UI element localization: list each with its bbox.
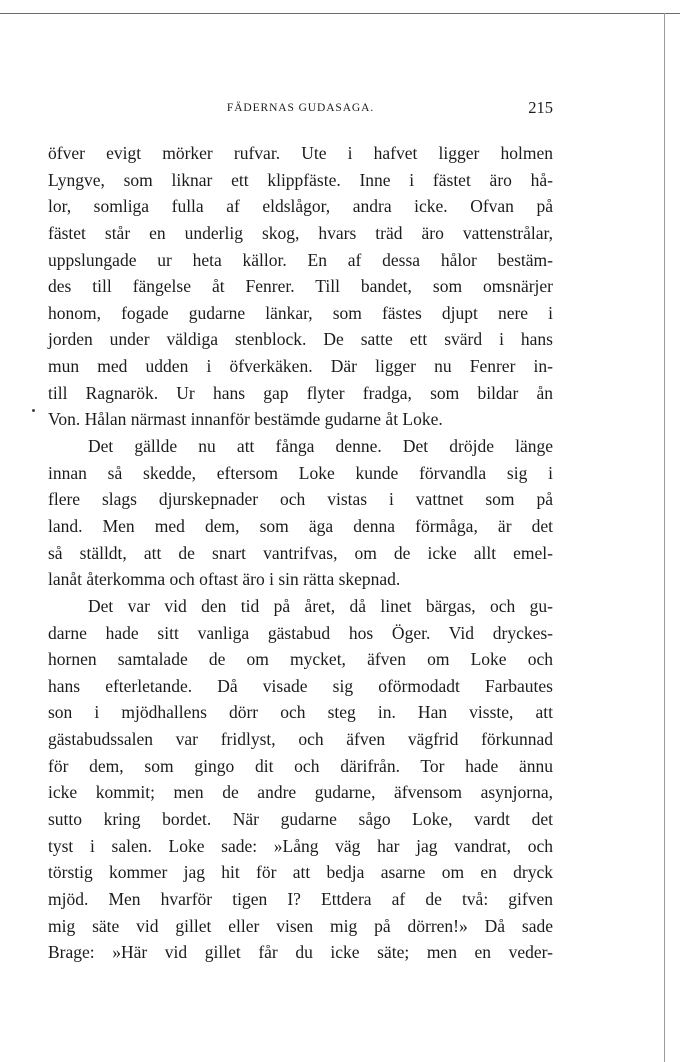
text-line: flere slags djurskepnader och vistas i vattnet som på <box>48 489 553 510</box>
text-line: öfver evigt mörker rufvar. Ute i hafvet ligger holmen <box>48 143 553 163</box>
text-line: för dem, som gingo dit och därifrån. Tor hade ännu <box>48 755 553 776</box>
text-line: så ställdt, att de snart vantrifvas, om de icke allt emel- <box>48 542 553 563</box>
text-line: lanåt återkomma och oftast äro i sin rätta skepnad. <box>48 569 401 590</box>
text-line: Brage: »Här vid gillet får du icke säte; men en veder- <box>48 942 553 963</box>
text-line: darne hade sitt vanliga gästabud hos Öger. Vid dryckes- <box>48 622 553 643</box>
running-title: FÄDERNAS GUDASAGA. <box>226 102 375 114</box>
text-line: mjöd. Men hvarför tigen I? Ettdera af de två: gifven <box>48 888 553 909</box>
text-line: tyst i salen. Loke sade: »Lång väg har jag vandrat, och <box>48 835 553 856</box>
page-right-edge <box>664 13 665 1062</box>
text-line: gästabudssalen var fridlyst, och äfven vägfrid förkunnad <box>48 729 553 750</box>
text-line: innan så skedde, eftersom Loke kunde förvandla sig i <box>48 462 553 483</box>
margin-mark <box>32 409 35 412</box>
text-line: mig säte vid gillet eller visen mig på dörren!» Då sade <box>48 915 553 936</box>
text-line: törstig kommer jag hit för att bedja asarne om en dryck <box>48 862 553 883</box>
text-line: hornen samtalade de om mycket, äfven om Loke och <box>48 649 553 670</box>
text-line: mun med udden i öfverkäken. Där ligger nu Fenrer in- <box>48 356 553 377</box>
text-line: son i mjödhallens dörr och steg in. Han visste, att <box>48 702 553 723</box>
text-line: Lyngve, som liknar ett klippfäste. Inne i fästet äro hå- <box>48 169 553 190</box>
text-line: lor, somliga fulla af eldslågor, andra icke. Ofvan på <box>48 196 553 217</box>
text-line: land. Men med dem, som äga denna förmåga, är det <box>48 515 553 536</box>
text-line: till Ragnarök. Ur hans gap flyter fradga, som bildar ån <box>48 382 553 403</box>
text-line: jorden under väldiga stenblock. De satte ett svärd i hans <box>48 329 553 350</box>
text-line: Det gällde nu att fånga denne. Det dröjde länge <box>88 436 553 457</box>
text-line: fästet står en underlig skog, hvars träd äro vattenstrålar, <box>48 222 553 243</box>
text-line: icke kommit; men de andre gudarne, äfvensom asynjorna, <box>48 782 553 803</box>
text-line: honom, fogade gudarne länkar, som fästes djupt nere i <box>48 302 553 323</box>
text-line: uppslungade ur heta källor. En af dessa hålor bestäm- <box>48 249 553 270</box>
text-line: hans efterletande. Då visade sig oförmodadt Farbautes <box>48 675 553 696</box>
text-line: Det var vid den tid på året, då linet bärgas, och gu- <box>88 595 553 616</box>
text-line: des till fängelse åt Fenrer. Till bandet, som omsnärjer <box>48 276 553 297</box>
body-text <box>48 140 553 966</box>
text-line: Von. Hålan närmast innanför bestämde gudarne åt Loke. <box>48 409 443 430</box>
page-top-rule <box>0 13 680 14</box>
page-number: 215 <box>528 98 553 117</box>
text-line: sutto kring bordet. När gudarne sågo Loke, vardt det <box>48 809 553 830</box>
running-head <box>48 98 553 120</box>
